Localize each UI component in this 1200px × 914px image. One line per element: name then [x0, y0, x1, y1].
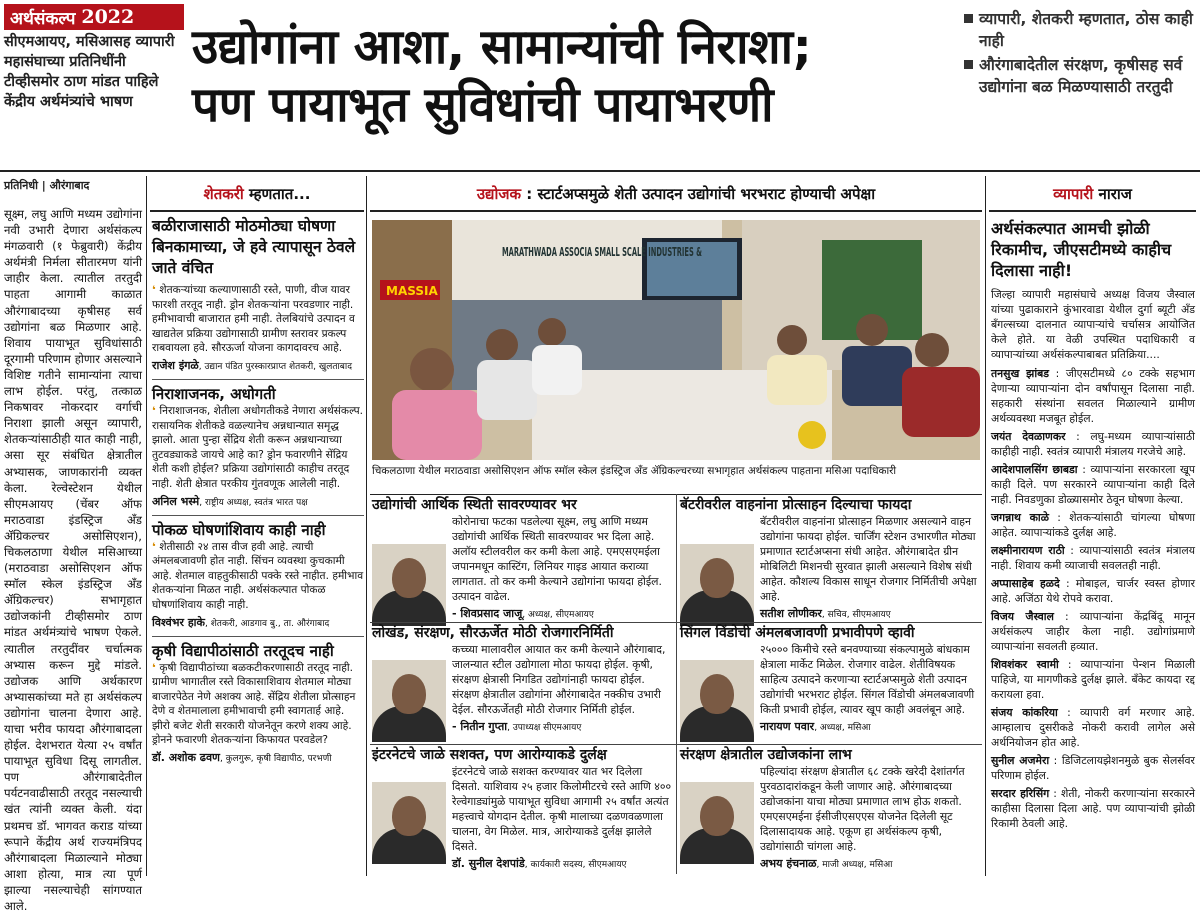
quote-author: अभय हंचनाळ, माजी अध्यक्ष, मसिआ	[760, 857, 893, 870]
quote-box	[680, 624, 980, 742]
box-title: इंटरनेटचे जाळे सशक्त, पण आरोग्याकडे दुर्लक्ष	[372, 747, 607, 763]
column-divider	[366, 176, 367, 876]
square-bullet-icon	[964, 60, 973, 69]
lead-article-text: सूक्ष्म, लघु आणि मध्यम उद्योगांना नवी उभारी देणारा अर्थसंकल्प मंगळवारी (१ फेब्रुवारी) केंद्रीय अर्थमंत्री निर्मला सीतारमण यांनी जाहीर केला. त्यातील तरतुदी पाहता आगामी काळात औरंगाबादच्या कृषीसह सर्व उद्योगांना बळ मिळणार आहे. शिवाय पायाभूत सुविधांसाठी दूरगामी परिणाम होणार असल्याने विशिष्ट गतीने सामान्यांना त्याचा लाभ होईल. परंतु, तत्काळ निकषावर नोकरदार वर्गाची निराशा झाली असून व्यापारी, शेतकऱ्यांसाठीही यात काही नाही, असा सूर संबंधित क्षेत्रातील अभ्यासक, जाणकारांनी व्यक्त केला. रेल्वेस्टेशन येथील सीएमआयए (चेंबर ऑफ मराठवाडा इंडस्ट्रिज अँड ॲग्रिकल्चर असोसिएशन), चिकलठाणा येथील मसिआच्या (मराठवाडा असोसिएशन ऑफ स्मॉल स्केल इंडस्ट्रिज अँड ॲग्रिकल्चर) सभागृहात उद्योजकांनी टीव्हीसमोर ठाण मांडत अर्थमंत्र्यांचे भाषण ऐकले. त्यातील तरतुदींवर चर्चात्मक अभ्यास करून मुद्दे मांडले. उद्योजक आणि अर्थकारण अभ्यासकांच्या मते हा अर्थसंकल्प उद्योगांना चालना देणारा आहे. याचा भरीव फायदा औरंगाबादला होईल. देशभरात येत्या २५ वर्षांत पायाभूत सुविधा दिसू लागतील. पण औरंगाबादेतील पर्यटनवाढीसाठी तरतूद नसल्याची खंत त्यांनी व्यक्त केली. यंदा प्रथमच डॉ. भागवत कराड यांच्या रूपाने केंद्रीय अर्थ राज्यमंत्रिपद औरंगाबादला मिळाल्याने मोठ्या आशा होत्या, मात्र त्या पूर्ण झाल्या नसल्याचेही सांगण्यात आले.	[4, 207, 142, 914]
trader-comment: : व्यापाऱ्यांना पेन्शन मिळाली पाहिजे, या मागणीकडे दुर्लक्ष झाले. बँकेट कायदा रद्द करायला हवा.	[991, 658, 1196, 701]
box-title: उद्योगांची आर्थिक स्थिती सावरण्यावर भर	[372, 497, 577, 513]
section-rule	[150, 210, 364, 212]
byline: प्रतिनिधी | औरंगाबाद	[4, 179, 90, 192]
farmer-subheading: कृषी विद्यापीठांसाठी तरतूदच नाही	[152, 641, 334, 660]
headline-line-1: उद्योगांना आशा, सामान्यांची निराशा;	[192, 19, 812, 75]
trader-comment: : शेतकऱ्यांसाठी चांगल्या घोषणा आहेत. व्यापाऱ्यांकडे दुर्लक्ष आहे.	[991, 511, 1195, 539]
quote-box	[372, 746, 672, 874]
quote-box	[680, 746, 980, 874]
quote-mark-icon: ❛	[152, 404, 160, 417]
quote-author: विश्वंभर हाके, शेतकरी, आडगाव बु., ता. औरंगाबाद	[152, 615, 330, 629]
box-text: कच्च्या मालावरील आयात कर कमी केल्याने औरंगाबाद, जालन्यात स्टील उद्योगाला मोठा फायदा होईल. कृषी, संरक्षण क्षेत्रासी निगडित उद्योगांनाही फायदा होईल. संरक्षण क्षेत्रातील उद्योगांना औरंगाबादेत नक्कीच उभारी देईल. सौरऊर्जेतही मोठी रोजगार निर्मिती होईल.	[452, 643, 666, 716]
quote-author: डॉ. सुनील देशपांडे, कार्यकारी सदस्य, सीएमआयए	[452, 857, 627, 870]
traders-intro: जिल्हा व्यापारी महासंघाचे अध्यक्ष विजय जैस्वाल यांच्या पुढाकाराने कुंभारवाडा येथील दुर्गा ब्यूटी अँड बँगल्सच्या दालनात व्यापाऱ्यांचे चर्चासत्र आयोजित केले होते. या वेळी उपस्थित पदाधिकारी व व्यापाऱ्यांच्या अर्थसंकल्पाबाबत प्रतिक्रिया....	[991, 288, 1195, 361]
trader-comment: : जीएसटीमध्ये ८० टक्के सहभाग देणाऱ्या व्यापाऱ्यांना दोन वर्षांपासून दिलासा नाही. सहकारी संस्थांना सवलत मिळाल्याने ग्रामीण अर्थव्यवस्था मजबूत होईल.	[991, 367, 1196, 425]
box-text: कोरोनाचा फटका पडलेल्या सूक्ष्म, लघु आणि मध्यम उद्योगांची आर्थिक स्थिती सावरण्यावर भर दिला आहे. अलॉय स्टीलवरील कर कमी केला आहे. एमएसएमईला जपानमधून कास्टिंग, लिनियर गाइड आयात कराव्या लागतात. तो कर कमी केल्याने उद्योगांना फायदा होईल. उत्पादन वाढेल.	[452, 515, 662, 603]
photo-logo-text: MASSIA	[386, 284, 438, 298]
column-divider	[146, 176, 147, 876]
trader-comment: : मोबाइल, चार्जर स्वस्त होणार आहे. अजिंठा येथे रोपवे करावा.	[991, 577, 1195, 605]
box-text: पहिल्यांदा संरक्षण क्षेत्रातील ६८ टक्के खरेदी देशांतर्गत पुरवठादारांकडून केली जाणार आहे. औरंगाबादच्या उद्योजकांना याचा मोठ्या प्रमाणात लाभ होऊ शकतो. एमएसएमईना ईसीजीएसएएस योजनेत दिलेली सूट दिलासादायक आहे. एकूण हा अर्थसंकल्प कृषी, उद्योगांसाठी चांगला आहे.	[760, 765, 965, 853]
divider	[152, 379, 364, 380]
quote-author: राजेश इंगळे, उद्यान पंडित पुरस्कारप्राप्त शेतकरी, खुलताबाद	[152, 358, 353, 372]
photo-caption: चिकलठाणा येथील मराठवाडा असोसिएशन ऑफ स्मॉल स्केल इंडस्ट्रिज अँड ॲग्रिकल्चरच्या सभागृहात अर्थसंकल्प पाहताना मसिआ पदाधिकारी	[372, 465, 897, 477]
portrait-photo	[372, 782, 446, 864]
farmer-quote: ❛ कृषी विद्यापीठांच्या बळकटीकरणासाठी तरतूद नाही. ग्रामीण भागातील रस्ते विकासाशिवाय शेतमाल मोठ्या बाजारपेठेत नेणे अशक्य आहे. सेंद्रिय शेतीला प्रोत्साहन देणे व शेतमालाला हमीभावाची हमी स्वागतार्ह आहे. झीरो बजेट शेती सरकारी योजनेतून करणे शक्य आहे. ड्रोनने फवारणी शेतकऱ्यांना किफायत परवडेल?	[152, 661, 356, 747]
badge-title: अर्थसंकल्प	[10, 8, 76, 29]
main-headline	[192, 18, 952, 134]
column-divider	[985, 176, 986, 876]
trader-name: आदेशपालसिंग छाबडा	[991, 463, 1078, 476]
quote-author: - नितीन गुप्ता, उपाध्यक्ष सीएमआयए	[452, 720, 582, 733]
trader-name: तनसुख झांबड	[991, 367, 1050, 380]
farmer-quote: ❛ शेतकऱ्यांच्या कल्याणासाठी रस्ते, पाणी, वीज यावर फारशी तरतूद नाही. ड्रोन शेतकऱ्यांना परवडणार नाही. हमीभावाची बाजारात हमी नाही. तेलबियांचे उत्पादन व खाद्यतेल प्रक्रिया उद्योगासाठी ग्रामीण स्तरावर प्रकल्प राबवायला हवे. सौरऊर्जा योजना कागदावरच आहे.	[152, 284, 355, 355]
trader-reaction	[991, 786, 1195, 831]
farmer-subheading: निराशाजनक, अधोगती	[152, 384, 276, 403]
trader-reaction	[991, 753, 1195, 783]
quote-box	[372, 496, 672, 620]
box-title: संरक्षण क्षेत्रातील उद्योजकांना लाभ	[680, 747, 852, 763]
header-divider	[0, 170, 1200, 172]
divider	[152, 636, 364, 637]
column-divider	[676, 494, 677, 874]
quote-author: डॉ. अशोक ढवण, कुलगुरू, कृषी विद्यापीठ, परभणी	[152, 751, 332, 765]
divider	[370, 744, 982, 745]
headline-line-2: पण पायाभूत सुविधांची पायाभरणी	[192, 77, 774, 133]
meeting-photo	[372, 220, 980, 460]
trader-name: सुनील अजमेरा	[991, 754, 1050, 767]
trader-reaction	[991, 657, 1195, 702]
section-tag-industry: उद्योजक : स्टार्टअप्समुळे शेती उत्पादन उद्योगांची भरभराट होण्याची अपेक्षा	[476, 185, 876, 203]
quote-box	[680, 496, 980, 620]
trader-name: सरदार हरिसिंग	[991, 787, 1050, 800]
traders-reactions	[991, 366, 1195, 831]
section-rule	[370, 210, 982, 212]
headline-bullets	[964, 8, 1196, 100]
trader-name: शिवशंकर स्वामी	[991, 658, 1059, 671]
divider	[152, 515, 364, 516]
portrait-photo	[372, 660, 446, 742]
farmer-quote: ❛ शेतीसाठी २४ तास वीज हवी आहे. त्याची अंमलबजावणी होत नाही. सिंचन व्यवस्था कुचकामी आहे. शेतमाल वाहतुकीसाठी पक्के रस्ते नाहीत. हमीभाव शेतकऱ्यांना मिळत नाही. अर्थसंकल्पात पोकळ घोषणांशिवाय काही नाही.	[152, 540, 364, 611]
box-title: सिंगल विंडोची अंमलबजावणी प्रभावीपणे व्हावी	[680, 625, 915, 641]
section-tag-traders: व्यापारी नाराज	[1053, 185, 1132, 203]
trader-comment: : व्यापारी वर्ग मरणार आहे. आम्हालाच दुसरीकडे नोकरी करावी लागेल असे अर्थनियोजन होत आहे.	[991, 706, 1195, 749]
section-tag-farmers: शेतकरी म्हणतात...	[203, 185, 311, 203]
trader-comment: : शेती, नोकरी करणाऱ्यांना सरकारने काहीसा दिलासा दिला आहे. पण व्यापाऱ्यांची झोळी रिकामी ठेवली आहे.	[991, 787, 1195, 830]
trader-name: जयंत देवळाणकर	[991, 430, 1066, 443]
trader-reaction	[991, 510, 1195, 540]
quote-box	[372, 624, 672, 742]
portrait-photo	[680, 544, 754, 626]
trader-name: जगन्नाथ काळे	[991, 511, 1049, 524]
trader-name: संजय कांकरिया	[991, 706, 1058, 719]
quote-author: अनिल भस्मे, राष्ट्रीय अध्यक्ष, स्वतंत्र भारत पक्ष	[152, 494, 308, 508]
trader-name: लक्ष्मीनारायण राठी	[991, 544, 1065, 557]
trader-comment: : डिजिटलायझेशनमुळे बुक सेलर्सवर परिणाम होईल.	[991, 754, 1195, 782]
photo-banner-text: MARATHWADA ASSOCIA SMALL SCALE INDUSTRIES &	[502, 245, 702, 259]
quote-mark-icon: ❛	[152, 540, 160, 553]
trader-name: अप्पासाहेब हळदे	[991, 577, 1060, 590]
trader-reaction	[991, 705, 1195, 750]
meeting-photo-illustration	[372, 220, 980, 460]
trader-reaction	[991, 366, 1195, 426]
bullet-item: औरंगाबादेतील संरक्षण, कृषीसह सर्व उद्योगांना बळ मिळण्यासाठी तरतुदी	[964, 54, 1196, 98]
quote-author: - शिवप्रसाद जाजू, अध्यक्ष, सीएमआयए	[452, 607, 594, 620]
square-bullet-icon	[964, 14, 973, 23]
traders-headline: अर्थसंकल्पात आमची झोळी रिकामीच, जीएसटीमध्ये काहीच दिलासा नाही!	[991, 219, 1172, 280]
trader-reaction	[991, 462, 1195, 507]
traders-column	[991, 218, 1195, 874]
box-title: बॅटरीवरील वाहनांना प्रोत्साहन दिल्याचा फायदा	[680, 497, 912, 513]
quote-author: नारायण पवार, अध्यक्ष, मसिआ	[760, 720, 871, 733]
farmers-column	[152, 216, 364, 876]
box-text: २५००० किमीचे रस्ते बनवण्याच्या संकल्पामुळे बांधकाम क्षेत्राला मार्केट मिळेल. रोजगार वाढेल. शेतीविषयक साहित्य उत्पादने करणाऱ्या स्टार्टअप्समुळे शेती उत्पादन उद्योगांची भरभराट होईल. सिंगल विंडोची अंमलबजावणी किती प्रभावी होईल, त्यावर खूप काही अवलंबून आहे.	[760, 643, 975, 716]
divider	[370, 622, 982, 623]
trader-reaction	[991, 609, 1195, 654]
farmer-subheading: पोकळ घोषणांशिवाय काही नाही	[152, 520, 326, 539]
trader-comment: : लघु-मध्यम व्यापाऱ्यांसाठी काहीही नाही. स्वतंत्र व्यापारी मंत्रालय गरजेचे आहे.	[991, 430, 1195, 458]
trader-reaction	[991, 576, 1195, 606]
trader-comment: : व्यापाऱ्यांना केंद्रबिंदू मानून अर्थसंकल्प जाहीर केला नाही. उद्योगांप्रमाणे व्यापाऱ्यांना सवलती हव्यात.	[991, 610, 1195, 653]
portrait-photo	[372, 544, 446, 626]
section-rule	[989, 210, 1196, 212]
trader-name: विजय जैस्वाल	[991, 610, 1054, 623]
box-text: बॅटरीवरील वाहनांना प्रोत्साहन मिळणार असल्याने वाहन उद्योगांना फायदा होईल. चार्जिंग स्टेशन उभारणीत मोठ्या प्रमाणात स्टार्टअप्सना संधी आहेत. औरंगाबादेत ग्रीन मोबिलिटी मिशनची सुरवात झाली असल्याने विशेष संधी आहेत. कौशल्य विकास साधून रोजगार निर्मितीची अपेक्षा आहे.	[760, 515, 977, 603]
quote-mark-icon: ❛	[152, 284, 160, 296]
trader-comment: : व्यापाऱ्यांना सरकारला खूप काही दिले. पण सरकारने व्यापाऱ्यांना काही दिले नाही. निवडणुका डोळ्यासमोर ठेवून घोषणा केल्या.	[991, 463, 1195, 506]
trader-comment: : व्यापाऱ्यांसाठी स्वतंत्र मंत्रालय नाही. शिवाय कमी व्याजाची सवलतही नाही.	[991, 544, 1195, 572]
badge-subtitle: सीएमआयए, मसिआसह व्यापारी महासंघाच्या प्रतिनिधींनी टीव्हीसमोर ठाण मांडत पाहिले केंद्रीय अर्थमंत्र्यांचे भाषण	[4, 34, 175, 110]
portrait-photo	[680, 660, 754, 742]
trader-reaction	[991, 543, 1195, 573]
trader-reaction	[991, 429, 1195, 459]
quote-author: सतीश लोणीकर, सचिव, सीएमआयए	[760, 607, 891, 620]
badge-year: 2022	[81, 6, 135, 28]
budget-badge	[4, 4, 184, 30]
quote-mark-icon: ❛	[152, 661, 160, 674]
bullet-item: व्यापारी, शेतकरी म्हणतात, ठोस काही नाही	[964, 8, 1196, 52]
portrait-photo	[680, 782, 754, 864]
box-title: लोखंड, संरक्षण, सौरऊर्जेत मोठी रोजगारनिर्मिती	[372, 625, 614, 641]
farmer-quote: ❛ निराशाजनक, शेतीला अधोगतीकडे नेणारा अर्थसंकल्प. रासायनिक शेतीकडे वळल्यानेच अन्नधान्यात समृद्ध झालो. आता पुन्हा सेंद्रिय शेती करून अन्नधान्याच्या तुटवड्याकडे जायचे आहे का? ड्रोन फवारणीने सेंद्रिय शेती कशी होईल? प्रक्रिया उद्योगांसाठी काहीच तरतूद नाही. शेती क्षेत्रात परकीय गुंतवणूक आलेली नाही.	[152, 404, 363, 490]
farmers-headline: बळीराजासाठी मोठमोठ्या घोषणा बिनकामाच्या, जे हवे त्यापासून ठेवले जाते वंचित	[152, 217, 356, 277]
box-text: इंटरनेटचे जाळे सशक्त करण्यावर यात भर दिलेला दिसतो. याशिवाय २५ हजार किलोमीटरचे रस्ते आणि ४०० रेल्वेगाड्यांमुळे पायाभूत सुविधा आगामी २५ वर्षांत अत्यंत महत्त्वाचे योगदान देतील. कृषी मालाच्या दळणवळणाला चालना, वेग मिळेल. मात्र, आरोग्याकडे दुर्लक्ष झालेले दिसते.	[452, 765, 672, 853]
